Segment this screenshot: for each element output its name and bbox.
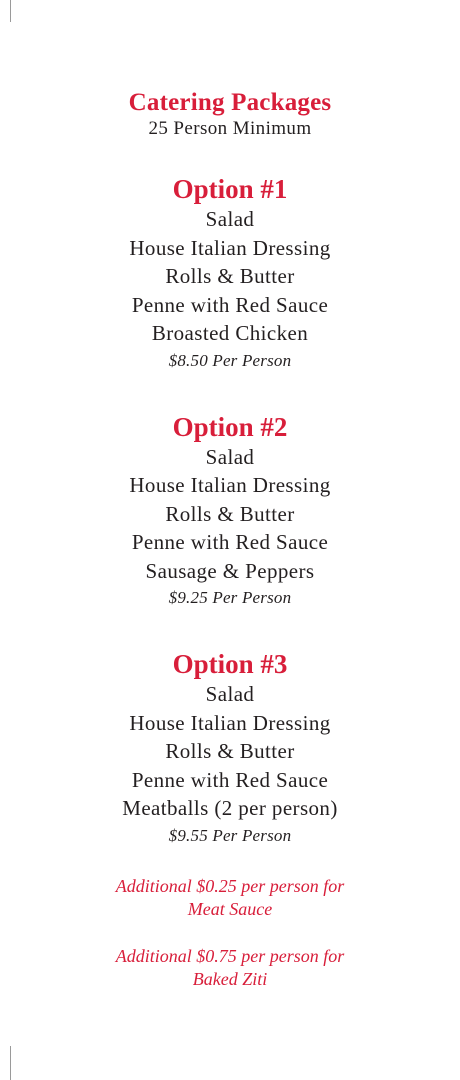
crop-mark-top	[10, 0, 11, 22]
page-subtitle: 25 Person Minimum	[148, 118, 312, 139]
menu-item: Rolls & Butter	[165, 501, 295, 526]
menu-item: Penne with Red Sauce	[131, 530, 329, 554]
option-title: Option #2	[172, 411, 288, 442]
note-line: Meat Sauce	[187, 899, 273, 919]
menu-item: House Italian Dressing	[129, 235, 331, 260]
menu-item: Rolls & Butter	[165, 739, 295, 763]
menu-item: Rolls & Butter	[165, 264, 295, 288]
additional-note-baked-ziti	[0, 945, 460, 992]
option-price: $9.25 Per Person	[168, 588, 292, 607]
option-price: $8.50 Per Person	[168, 350, 292, 370]
note-line: Additional $0.25 per person for	[115, 875, 345, 896]
menu-item: Penne with Red Sauce	[131, 292, 329, 317]
option-title: Option #3	[172, 649, 288, 679]
note-line: Additional $0.75 per person for	[115, 945, 345, 966]
catering-menu	[0, 88, 460, 992]
additional-note-meat-sauce	[0, 875, 460, 922]
crop-mark-bottom	[10, 1046, 11, 1080]
menu-item: Sausage & Peppers	[145, 558, 315, 583]
menu-item: Broasted Chicken	[151, 321, 309, 345]
note-line: Baked Ziti	[192, 969, 268, 989]
menu-item: Salad	[205, 207, 255, 231]
option-price: $9.55 Per Person	[168, 825, 292, 845]
option-2	[0, 411, 460, 612]
menu-item: Salad	[205, 682, 255, 706]
page-title: Catering Packages	[128, 89, 332, 116]
menu-item: Penne with Red Sauce	[131, 767, 329, 792]
menu-item: Meatballs (2 per person)	[122, 796, 338, 820]
menu-item: Salad	[205, 444, 255, 469]
option-3	[0, 648, 460, 849]
option-1	[0, 173, 460, 374]
option-title: Option #1	[172, 174, 288, 204]
menu-item: House Italian Dressing	[129, 710, 331, 735]
menu-item: House Italian Dressing	[129, 473, 331, 497]
